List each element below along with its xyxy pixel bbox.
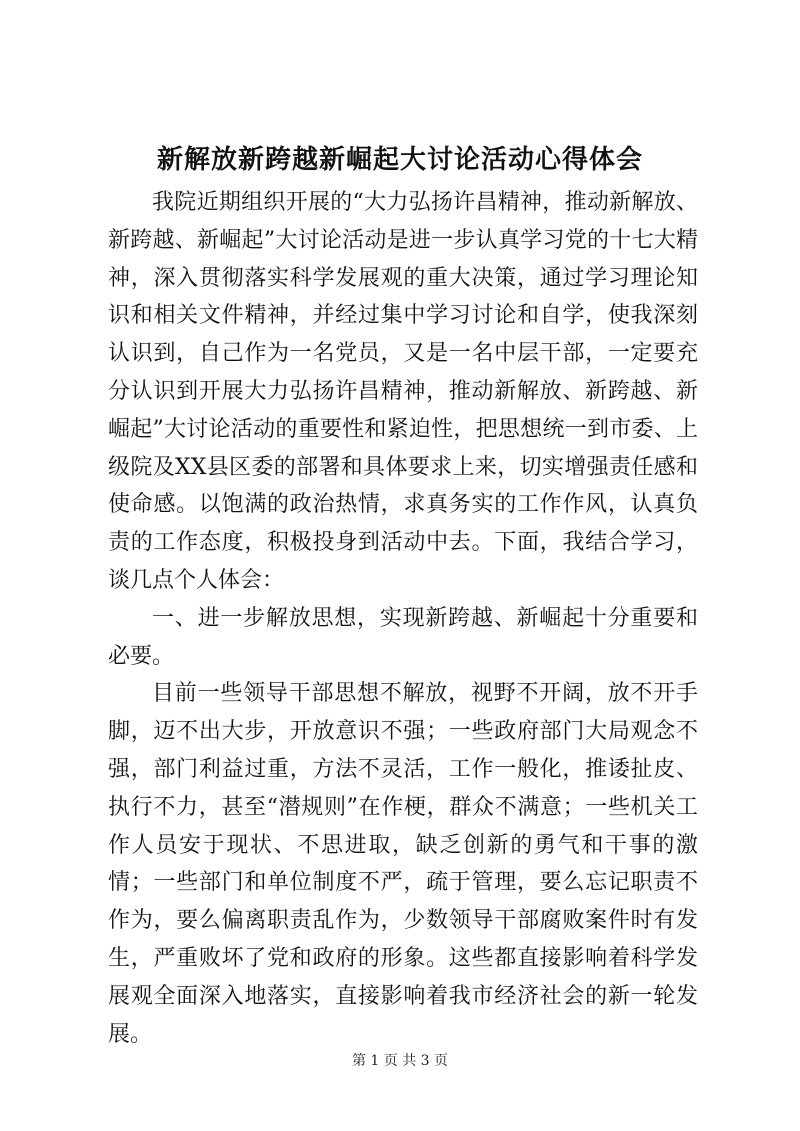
paragraph-current-issues: 目前一些领导干部思想不解放，视野不开阔，放不开手脚，迈不出大步，开放意识不强；一些政府部门大局观念不强，部门利益过重，方法不灵活，工作一般化，推诿扯皮、执行不力，甚至“潜规则”在作梗，群众不满意；一些机关工作人员安于现状、不思进取，缺乏创新的勇气和干事的激情；一些部门和单位制度不严，疏于管理，要么忘记职责不作为，要么偏离职责乱作为，少数领导干部腐败案件时有发生，严重败坏了党和政府的形象。这些都直接影响着科学发展观全面深入地落实，直接影响着我市经济社会的新一轮发展。 <box>108 681 698 1047</box>
paragraph-heading-one: 一、进一步解放思想，实现新跨越、新崛起十分重要和必要。 <box>108 605 698 669</box>
document-body <box>108 184 698 1053</box>
paragraph-intro: 我院近期组织开展的“大力弘扬许昌精神，推动新解放、新跨越、新崛起”大讨论活动是进一步认真学习党的十七大精神，深入贯彻落实科学发展观的重大决策，通过学习理论知识和相关文件精神，并经过集中学习讨论和自学，使我深刻认识到，自己作为一名党员，又是一名中层干部，一定要充分认识到开展大力弘扬许昌精神，推动新解放、新跨越、新崛起”大讨论活动的重要性和紧迫性，把思想统一到市委、上级院及XX县区委的部署和具体要求上来，切实增强责任感和使命感。以饱满的政治热情，求真务实的工作作风，认真负责的工作态度，积极投身到活动中去。下面，我结合学习，谈几点个人体会： <box>108 190 698 593</box>
page-footer: 第 1 页 共 3 页 <box>351 1053 449 1069</box>
page-title: 新解放新跨越新崛起大讨论活动心得体会 <box>156 145 643 175</box>
